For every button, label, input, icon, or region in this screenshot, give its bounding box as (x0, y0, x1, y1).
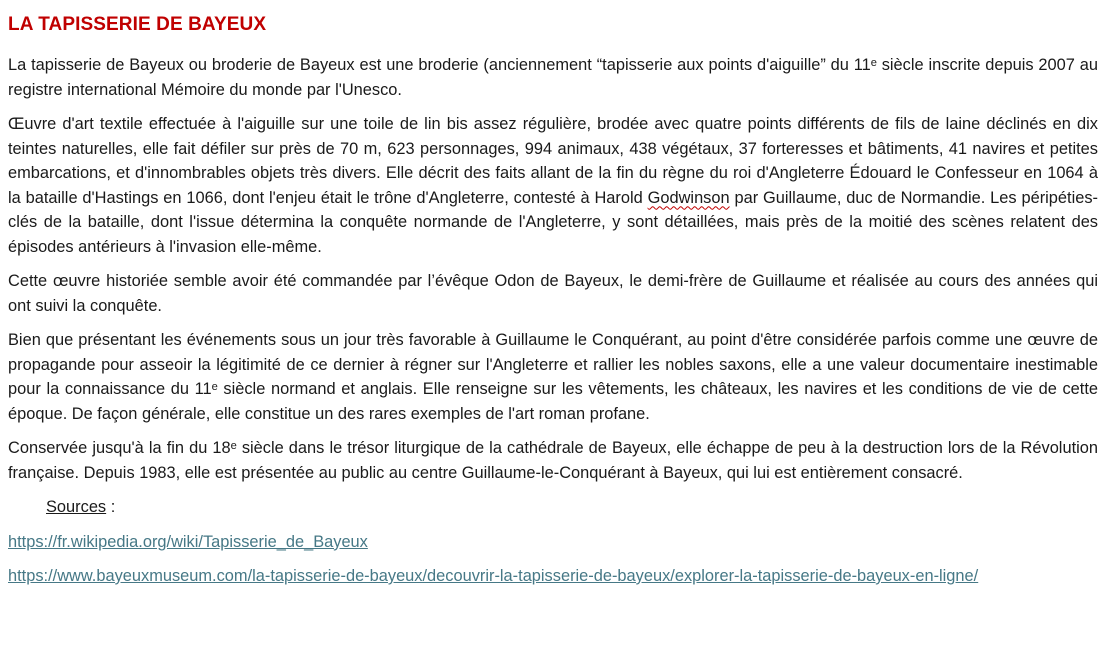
sources-label: Sources (46, 498, 107, 516)
sources-heading (46, 495, 1098, 520)
paragraph-value: Bien que présentant les événements sous un jour très favorable à Guillaume le Conquérant, au point d'être considérée parfois comme une œuvre de propagande pour asseoir la légitimité de ce dernier à régner sur l'Angleterre et rallier les nobles saxons, elle a une valeur documentaire inestimable pour la connaissance du 11ᵉ siècle normand et anglais. Elle renseigne sur les vêtements, les châteaux, les navires et les conditions de vie de cette époque. De façon générale, elle constitue un des rares exemples de l'art roman profane. (8, 331, 1098, 423)
source-link-wikipedia[interactable]: https://fr.wikipedia.org/wiki/Tapisserie_de_Bayeux (8, 532, 368, 551)
paragraph-description-text-start: Œuvre d'art textile effectuée à l'aiguille sur une toile de lin bis assez régulière, brodée avec quatre points différents de fils de laine déclinés en dix teintes naturelles, elle fait défiler sur près de 70 m, 623 personnages, 994 animaux, 438 végétaux, 37 forteresses et bâtiments, 41 navires et petites embarcations, et d'innombrables objets très divers. Elle décrit des faits allant de la fin du règne du roi d'Angleterre Édouard le Confesseur en 1064 à la bataille d'Hastings en 1066, dont l'enjeu était le trône d'Angleterre, contesté à Harold (8, 115, 1098, 207)
spellcheck-flagged-word[interactable]: Godwinson (647, 188, 730, 207)
paragraph-conservation: Conservée jusqu'à la fin du 18ᵉ siècle dans le trésor liturgique de la cathédrale de Bayeux, elle échappe de peu à la destruction lors de la Révolution française. Depuis 1983, elle est présentée au public au centre Guillaume-le-Conquérant à Bayeux, qui lui est entièrement consacré. (8, 439, 1098, 482)
paragraph-description-text-end: par Guillaume, duc de Normandie. Les péripéties-clés de la bataille, dont l'issue détermina la conquête normande de l'Angleterre, y sont détaillées, mais près de la moitié des scènes relatent des épisodes antérieurs à l'invasion elle-même. (8, 188, 1098, 256)
document-title: LA TAPISSERIE DE BAYEUX (8, 14, 267, 35)
paragraph-commission: Cette œuvre historiée semble avoir été commandée par l’évêque Odon de Bayeux, le demi-frère de Guillaume et réalisée au cours des années qui ont suivi la conquête. (8, 272, 1098, 315)
sources-colon: : (106, 498, 116, 516)
paragraph-description (8, 112, 1098, 259)
paragraph-intro: La tapisserie de Bayeux ou broderie de Bayeux est une broderie (anciennement “tapisserie aux points d'aiguille” du 11ᵉ siècle inscrite depuis 2007 au registre international Mémoire du monde par l'Unesco. (8, 56, 1098, 99)
source-link-bayeux-museum[interactable]: https://www.bayeuxmuseum.com/la-tapisserie-de-bayeux/decouvrir-la-tapisserie-de-bayeux/explorer-la-tapisserie-de-bayeux-en-ligne/ (8, 567, 979, 585)
